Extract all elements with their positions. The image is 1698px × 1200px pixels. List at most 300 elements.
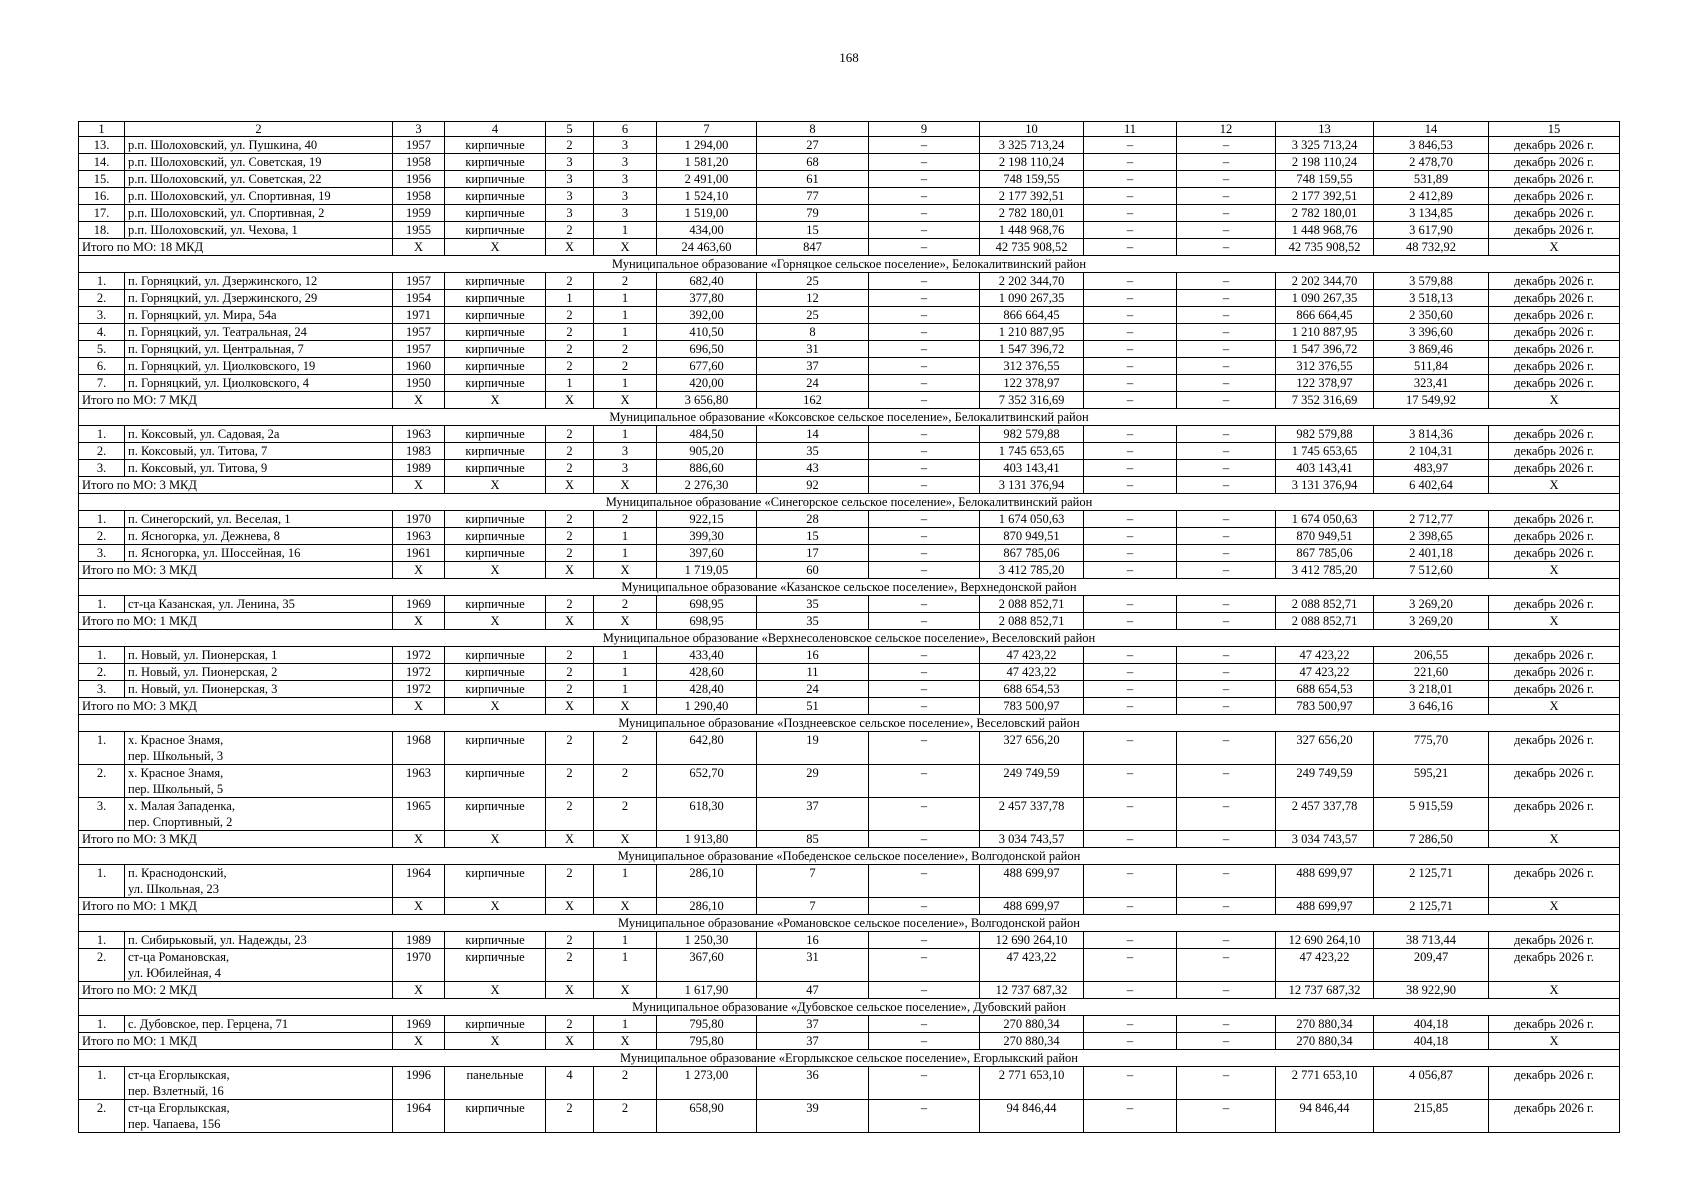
cell-year: 1969 <box>393 1016 445 1033</box>
cell-mat: кирпичные <box>445 154 546 171</box>
cell-c5: 2 <box>546 798 594 831</box>
cell-c5: 2 <box>546 865 594 898</box>
cell-c10: 94 846,44 <box>980 1100 1084 1133</box>
municipality-title: Муниципальное образование «Горняцкое сельское поселение», Белокалитвинский район <box>79 256 1620 273</box>
address-line: п. Коксовый, ул. Садовая, 2а <box>128 427 280 441</box>
cell-c13: 270 880,34 <box>1276 1016 1374 1033</box>
address-line: п. Горняцкий, ул. Циолковского, 19 <box>128 359 316 373</box>
cell-c13: 1 674 050,63 <box>1276 511 1374 528</box>
cell-c15: декабрь 2026 г. <box>1489 664 1620 681</box>
cell-c14: 2 350,60 <box>1374 307 1489 324</box>
total-label: Итого по МО: 1 МКД <box>79 1033 393 1050</box>
total-c10: 3 034 743,57 <box>980 831 1084 848</box>
cell-c14: 3 134,85 <box>1374 205 1489 222</box>
total-c14: 7 286,50 <box>1374 831 1489 848</box>
cell-c11: – <box>1084 307 1177 324</box>
cell-c15: декабрь 2026 г. <box>1489 528 1620 545</box>
cell-c15: декабрь 2026 г. <box>1489 273 1620 290</box>
cell-c9: – <box>869 511 980 528</box>
cell-c5: 2 <box>546 426 594 443</box>
cell-c10: 870 949,51 <box>980 528 1084 545</box>
address-cell <box>125 681 393 698</box>
cell-c5: 2 <box>546 596 594 613</box>
total-label: Итого по МО: 3 МКД <box>79 562 393 579</box>
address-cell <box>125 545 393 562</box>
cell-c8: 15 <box>757 222 869 239</box>
total-c15: Х <box>1489 562 1620 579</box>
cell-c9: – <box>869 273 980 290</box>
column-number-10: 10 <box>980 122 1084 137</box>
cell-c11: – <box>1084 949 1177 982</box>
total-c11: – <box>1084 392 1177 409</box>
cell-c7: 682,40 <box>657 273 757 290</box>
building-row <box>79 949 1620 982</box>
cell-c5: 2 <box>546 647 594 664</box>
cell-c5: 2 <box>546 443 594 460</box>
cell-c15: декабрь 2026 г. <box>1489 154 1620 171</box>
cell-c7: 428,60 <box>657 664 757 681</box>
cell-mat: кирпичные <box>445 664 546 681</box>
row-number: 1. <box>79 511 125 528</box>
cell-mat: кирпичные <box>445 1100 546 1133</box>
cell-c11: – <box>1084 1100 1177 1133</box>
address-line: х. Малая Западенка, <box>128 799 235 813</box>
cell-c8: 15 <box>757 528 869 545</box>
cell-c14: 206,55 <box>1374 647 1489 664</box>
address-line: р.п. Шолоховский, ул. Спортивная, 19 <box>128 189 331 203</box>
cell-c15: декабрь 2026 г. <box>1489 732 1620 765</box>
cell-c12: – <box>1177 188 1276 205</box>
cell-c8: 16 <box>757 932 869 949</box>
cell-mat: кирпичные <box>445 341 546 358</box>
cell-c12: – <box>1177 307 1276 324</box>
cell-c5: 2 <box>546 681 594 698</box>
address-cell <box>125 222 393 239</box>
cell-c5: 3 <box>546 205 594 222</box>
cell-c14: 531,89 <box>1374 171 1489 188</box>
cell-c13: 12 690 264,10 <box>1276 932 1374 949</box>
cell-year: 1968 <box>393 732 445 765</box>
address-line: ст-ца Казанская, ул. Ленина, 35 <box>128 597 295 611</box>
cell-c15: декабрь 2026 г. <box>1489 307 1620 324</box>
total-c9: – <box>869 698 980 715</box>
cell-mat: кирпичные <box>445 171 546 188</box>
total-c15: Х <box>1489 613 1620 630</box>
cell-c9: – <box>869 154 980 171</box>
total-c9: – <box>869 562 980 579</box>
address-cell <box>125 307 393 324</box>
cell-c10: 2 202 344,70 <box>980 273 1084 290</box>
cell-mat: кирпичные <box>445 358 546 375</box>
address-cell <box>125 664 393 681</box>
cell-c14: 2 401,18 <box>1374 545 1489 562</box>
total-c7: 1 913,80 <box>657 831 757 848</box>
cell-c8: 61 <box>757 171 869 188</box>
row-number: 1. <box>79 273 125 290</box>
cell-c12: – <box>1177 358 1276 375</box>
address-line: п. Ясногорка, ул. Шоссейная, 16 <box>128 546 301 560</box>
address-line: п. Горняцкий, ул. Дзержинского, 12 <box>128 274 318 288</box>
total-mat: Х <box>445 1033 546 1050</box>
cell-c9: – <box>869 188 980 205</box>
total-year: Х <box>393 698 445 715</box>
cell-c13: 94 846,44 <box>1276 1100 1374 1133</box>
total-c10: 3 412 785,20 <box>980 562 1084 579</box>
address-line: с. Дубовское, пер. Герцена, 71 <box>128 1017 289 1031</box>
address-line: р.п. Шолоховский, ул. Спортивная, 2 <box>128 206 325 220</box>
cell-mat: кирпичные <box>445 1016 546 1033</box>
cell-c9: – <box>869 1016 980 1033</box>
address-cell <box>125 528 393 545</box>
cell-c8: 7 <box>757 865 869 898</box>
row-number: 1. <box>79 647 125 664</box>
building-row <box>79 460 1620 477</box>
cell-c5: 4 <box>546 1067 594 1100</box>
cell-c13: 312 376,55 <box>1276 358 1374 375</box>
cell-c7: 696,50 <box>657 341 757 358</box>
cell-c7: 795,80 <box>657 1016 757 1033</box>
cell-c9: – <box>869 460 980 477</box>
cell-c11: – <box>1084 647 1177 664</box>
total-c14: 6 402,64 <box>1374 477 1489 494</box>
total-c8: 37 <box>757 1033 869 1050</box>
total-mat: Х <box>445 239 546 256</box>
address-line: х. Красное Знамя, <box>128 766 224 780</box>
cell-c12: – <box>1177 511 1276 528</box>
cell-c13: 748 159,55 <box>1276 171 1374 188</box>
cell-c10: 982 579,88 <box>980 426 1084 443</box>
cell-c13: 3 325 713,24 <box>1276 137 1374 154</box>
address-line: п. Новый, ул. Пионерская, 3 <box>128 682 278 696</box>
municipality-header-row <box>79 915 1620 932</box>
address-line: п. Горняцкий, ул. Театральная, 24 <box>128 325 307 339</box>
cell-year: 1971 <box>393 307 445 324</box>
total-c11: – <box>1084 982 1177 999</box>
municipality-header-row <box>79 999 1620 1016</box>
cell-c14: 2 478,70 <box>1374 154 1489 171</box>
cell-c14: 2 412,89 <box>1374 188 1489 205</box>
address-line: п. Горняцкий, ул. Дзержинского, 29 <box>128 291 318 305</box>
row-number: 14. <box>79 154 125 171</box>
cell-year: 1957 <box>393 137 445 154</box>
municipality-header-row <box>79 848 1620 865</box>
cell-mat: кирпичные <box>445 949 546 982</box>
cell-c5: 3 <box>546 154 594 171</box>
municipality-title: Муниципальное образование «Коксовское сельское поселение», Белокалитвинский район <box>79 409 1620 426</box>
building-row <box>79 732 1620 765</box>
cell-c8: 31 <box>757 949 869 982</box>
municipality-title: Муниципальное образование «Дубовское сельское поселение», Дубовский район <box>79 999 1620 1016</box>
cell-c7: 433,40 <box>657 647 757 664</box>
cell-c7: 642,80 <box>657 732 757 765</box>
cell-c9: – <box>869 1067 980 1100</box>
cell-c5: 2 <box>546 460 594 477</box>
total-c12: – <box>1177 239 1276 256</box>
row-number: 6. <box>79 358 125 375</box>
row-number: 3. <box>79 681 125 698</box>
total-c15: Х <box>1489 392 1620 409</box>
cell-c8: 39 <box>757 1100 869 1133</box>
cell-c13: 47 423,22 <box>1276 949 1374 982</box>
building-row <box>79 171 1620 188</box>
cell-c13: 2 457 337,78 <box>1276 798 1374 831</box>
cell-mat: кирпичные <box>445 443 546 460</box>
cell-c6: 2 <box>594 596 657 613</box>
total-c14: 3 269,20 <box>1374 613 1489 630</box>
address-cell <box>125 865 393 898</box>
cell-c13: 870 949,51 <box>1276 528 1374 545</box>
municipality-title: Муниципальное образование «Казанское сельское поселение», Верхнедонской район <box>79 579 1620 596</box>
row-number: 4. <box>79 324 125 341</box>
cell-c10: 1 745 653,65 <box>980 443 1084 460</box>
column-number-12: 12 <box>1177 122 1276 137</box>
row-number: 1. <box>79 1016 125 1033</box>
column-number-7: 7 <box>657 122 757 137</box>
cell-year: 1989 <box>393 460 445 477</box>
cell-c10: 1 674 050,63 <box>980 511 1084 528</box>
address-cell <box>125 1016 393 1033</box>
row-number: 13. <box>79 137 125 154</box>
building-row <box>79 205 1620 222</box>
cell-c7: 1 519,00 <box>657 205 757 222</box>
total-c10: 7 352 316,69 <box>980 392 1084 409</box>
cell-c15: декабрь 2026 г. <box>1489 545 1620 562</box>
cell-c7: 1 581,20 <box>657 154 757 171</box>
total-c7: 698,95 <box>657 613 757 630</box>
cell-c5: 2 <box>546 1100 594 1133</box>
total-c11: – <box>1084 562 1177 579</box>
cell-mat: кирпичные <box>445 375 546 392</box>
cell-c12: – <box>1177 865 1276 898</box>
total-c14: 3 646,16 <box>1374 698 1489 715</box>
address-line: п. Горняцкий, ул. Циолковского, 4 <box>128 376 309 390</box>
total-mat: Х <box>445 698 546 715</box>
cell-c10: 249 749,59 <box>980 765 1084 798</box>
cell-c6: 3 <box>594 460 657 477</box>
cell-c11: – <box>1084 528 1177 545</box>
cell-c8: 36 <box>757 1067 869 1100</box>
total-c11: – <box>1084 1033 1177 1050</box>
cell-c11: – <box>1084 290 1177 307</box>
total-c15: Х <box>1489 239 1620 256</box>
total-c6: Х <box>594 831 657 848</box>
cell-c14: 3 846,53 <box>1374 137 1489 154</box>
building-row <box>79 358 1620 375</box>
row-number: 2. <box>79 1100 125 1133</box>
cell-year: 1954 <box>393 290 445 307</box>
municipality-header-row <box>79 715 1620 732</box>
row-number: 2. <box>79 443 125 460</box>
total-c8: 92 <box>757 477 869 494</box>
cell-c11: – <box>1084 765 1177 798</box>
cell-c6: 1 <box>594 290 657 307</box>
total-c8: 847 <box>757 239 869 256</box>
address-cell <box>125 341 393 358</box>
building-row <box>79 273 1620 290</box>
address-line: ст-ца Егорлыкская, <box>128 1101 230 1115</box>
cell-c6: 2 <box>594 732 657 765</box>
cell-c12: – <box>1177 1016 1276 1033</box>
total-mat: Х <box>445 982 546 999</box>
municipality-total-row <box>79 239 1620 256</box>
cell-year: 1950 <box>393 375 445 392</box>
cell-c8: 35 <box>757 443 869 460</box>
total-c7: 286,10 <box>657 898 757 915</box>
cell-c12: – <box>1177 443 1276 460</box>
cell-c10: 2 771 653,10 <box>980 1067 1084 1100</box>
total-c11: – <box>1084 477 1177 494</box>
cell-c8: 12 <box>757 290 869 307</box>
cell-mat: кирпичные <box>445 932 546 949</box>
cell-c15: декабрь 2026 г. <box>1489 324 1620 341</box>
cell-c10: 122 378,97 <box>980 375 1084 392</box>
cell-c15: декабрь 2026 г. <box>1489 426 1620 443</box>
row-number: 1. <box>79 732 125 765</box>
cell-c13: 2 177 392,51 <box>1276 188 1374 205</box>
cell-c13: 1 547 396,72 <box>1276 341 1374 358</box>
address-cell <box>125 596 393 613</box>
cell-c13: 688 654,53 <box>1276 681 1374 698</box>
cell-c8: 79 <box>757 205 869 222</box>
cell-c11: – <box>1084 664 1177 681</box>
cell-c8: 17 <box>757 545 869 562</box>
cell-c15: декабрь 2026 г. <box>1489 932 1620 949</box>
cell-c7: 428,40 <box>657 681 757 698</box>
address-cell <box>125 205 393 222</box>
total-c11: – <box>1084 698 1177 715</box>
cell-c8: 24 <box>757 681 869 698</box>
cell-year: 1969 <box>393 596 445 613</box>
cell-c9: – <box>869 545 980 562</box>
building-row <box>79 426 1620 443</box>
total-c12: – <box>1177 898 1276 915</box>
total-c6: Х <box>594 562 657 579</box>
municipality-total-row <box>79 698 1620 715</box>
municipality-total-row <box>79 613 1620 630</box>
total-label: Итого по МО: 2 МКД <box>79 982 393 999</box>
cell-c14: 215,85 <box>1374 1100 1489 1133</box>
total-label: Итого по МО: 3 МКД <box>79 698 393 715</box>
cell-year: 1957 <box>393 341 445 358</box>
cell-c12: – <box>1177 341 1276 358</box>
cell-c5: 2 <box>546 358 594 375</box>
cell-c6: 1 <box>594 426 657 443</box>
cell-c7: 367,60 <box>657 949 757 982</box>
cell-c5: 2 <box>546 664 594 681</box>
cell-c15: декабрь 2026 г. <box>1489 511 1620 528</box>
municipality-total-row <box>79 898 1620 915</box>
cell-c12: – <box>1177 171 1276 188</box>
cell-c13: 488 699,97 <box>1276 865 1374 898</box>
total-year: Х <box>393 239 445 256</box>
address-cell <box>125 171 393 188</box>
cell-c6: 1 <box>594 949 657 982</box>
address-cell <box>125 647 393 664</box>
cell-c14: 404,18 <box>1374 1016 1489 1033</box>
building-row <box>79 290 1620 307</box>
cell-mat: кирпичные <box>445 528 546 545</box>
cell-c8: 27 <box>757 137 869 154</box>
cell-c7: 420,00 <box>657 375 757 392</box>
cell-c9: – <box>869 681 980 698</box>
total-c5: Х <box>546 831 594 848</box>
building-row <box>79 307 1620 324</box>
total-mat: Х <box>445 613 546 630</box>
municipality-header-row <box>79 256 1620 273</box>
cell-c11: – <box>1084 596 1177 613</box>
row-number: 15. <box>79 171 125 188</box>
cell-c11: – <box>1084 222 1177 239</box>
cell-c6: 3 <box>594 154 657 171</box>
total-c12: – <box>1177 1033 1276 1050</box>
cell-c8: 35 <box>757 596 869 613</box>
cell-mat: кирпичные <box>445 290 546 307</box>
cell-c14: 3 269,20 <box>1374 596 1489 613</box>
cell-c7: 618,30 <box>657 798 757 831</box>
cell-c10: 47 423,22 <box>980 664 1084 681</box>
cell-year: 1956 <box>393 171 445 188</box>
total-label: Итого по МО: 3 МКД <box>79 831 393 848</box>
cell-c7: 922,15 <box>657 511 757 528</box>
building-row <box>79 765 1620 798</box>
cell-c7: 1 273,00 <box>657 1067 757 1100</box>
total-year: Х <box>393 831 445 848</box>
cell-c10: 2 782 180,01 <box>980 205 1084 222</box>
total-c9: – <box>869 831 980 848</box>
cell-c14: 3 814,36 <box>1374 426 1489 443</box>
total-c13: 3 131 376,94 <box>1276 477 1374 494</box>
cell-c15: декабрь 2026 г. <box>1489 222 1620 239</box>
cell-c7: 434,00 <box>657 222 757 239</box>
cell-c8: 29 <box>757 765 869 798</box>
building-row <box>79 932 1620 949</box>
column-number-9: 9 <box>869 122 980 137</box>
row-number: 1. <box>79 596 125 613</box>
cell-c9: – <box>869 137 980 154</box>
municipality-header-row <box>79 409 1620 426</box>
cell-c9: – <box>869 1100 980 1133</box>
address-line: п. Коксовый, ул. Титова, 9 <box>128 461 268 475</box>
cell-c10: 866 664,45 <box>980 307 1084 324</box>
municipality-title: Муниципальное образование «Романовское сельское поселение», Волгодонской район <box>79 915 1620 932</box>
cell-c13: 47 423,22 <box>1276 647 1374 664</box>
column-number-13: 13 <box>1276 122 1374 137</box>
column-number-4: 4 <box>445 122 546 137</box>
cell-c6: 3 <box>594 137 657 154</box>
address-cell <box>125 1100 393 1133</box>
cell-c11: – <box>1084 273 1177 290</box>
cell-c9: – <box>869 324 980 341</box>
address-line: пер. Школьный, 3 <box>128 749 224 763</box>
cell-c14: 2 125,71 <box>1374 865 1489 898</box>
municipality-title: Муниципальное образование «Победенское сельское поселение», Волгодонской район <box>79 848 1620 865</box>
cell-c11: – <box>1084 341 1177 358</box>
cell-year: 1960 <box>393 358 445 375</box>
total-c12: – <box>1177 613 1276 630</box>
total-c5: Х <box>546 982 594 999</box>
cell-c12: – <box>1177 426 1276 443</box>
cell-c7: 377,80 <box>657 290 757 307</box>
municipality-total-row <box>79 1033 1620 1050</box>
cell-c15: декабрь 2026 г. <box>1489 341 1620 358</box>
total-c9: – <box>869 982 980 999</box>
address-line: п. Сибирьковый, ул. Надежды, 23 <box>128 933 307 947</box>
row-number: 18. <box>79 222 125 239</box>
cell-c7: 399,30 <box>657 528 757 545</box>
cell-c15: декабрь 2026 г. <box>1489 460 1620 477</box>
cell-c7: 905,20 <box>657 443 757 460</box>
cell-c14: 5 915,59 <box>1374 798 1489 831</box>
